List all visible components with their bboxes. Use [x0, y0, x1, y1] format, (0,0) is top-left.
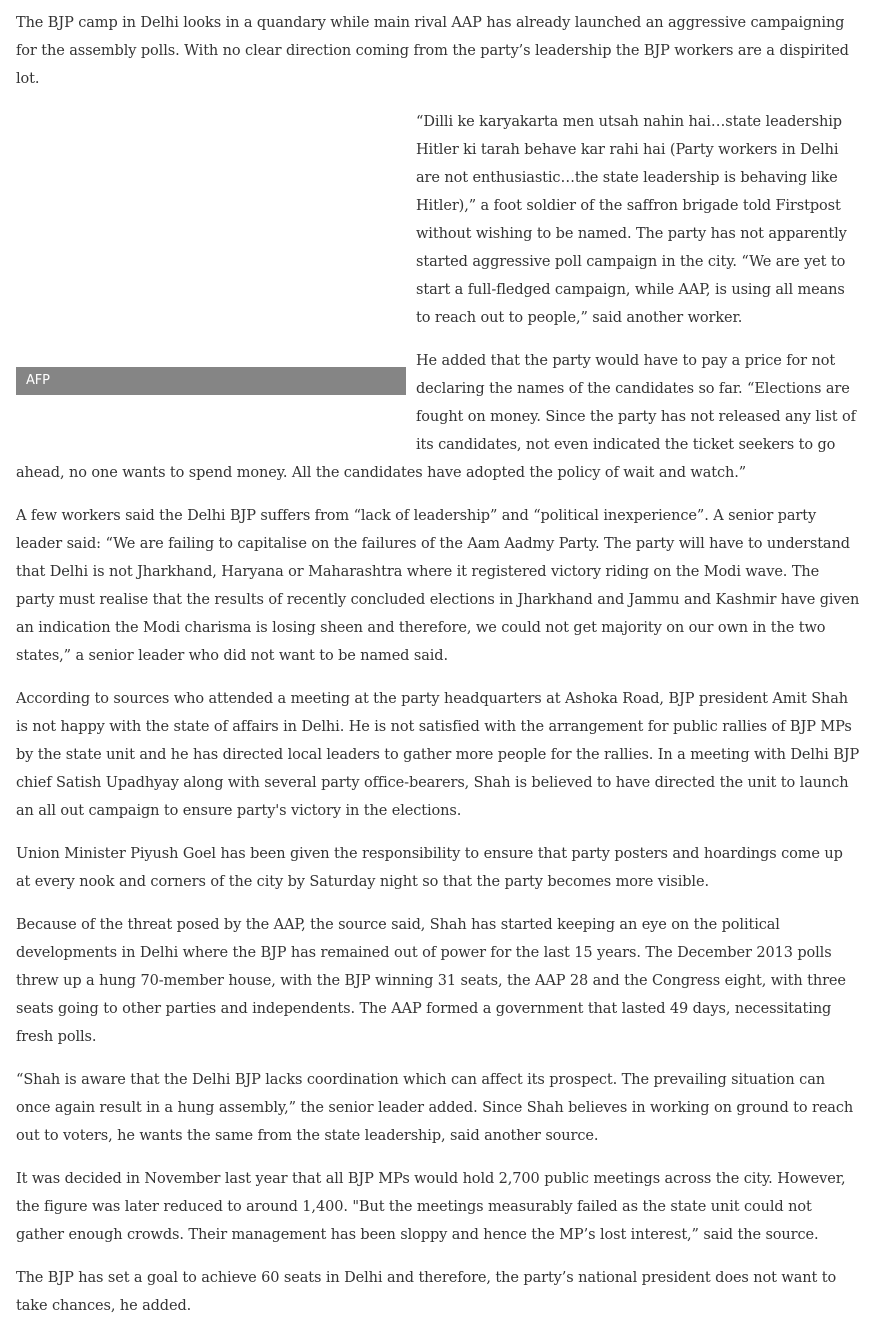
body-paragraphs [16, 502, 861, 1320]
quote-paragraph: “Dilli ke karyakarta men utsah nahin hai…state leadership Hitler ki tarah behave kar rahi hai (Party workers in Delhi are not enthusiastic…the state leadership is behaving like Hitler),” a foot soldier of the saffron brigade told Firstpost without wishing to be named. The party has not apparently started aggressive poll campaign in the city. “We are yet to start a full-fledged campaign, while AAP, is using all means to reach out to people,” said another worker. [416, 114, 847, 326]
intro-paragraph: The BJP camp in Delhi looks in a quandary while main rival AAP has already launched an aggressive campaigning for the assembly polls. With no clear direction coming from the party’s leadership the BJP workers are a dispirited lot. [16, 15, 849, 87]
paragraph-seat-goal: The BJP has set a goal to achieve 60 seats in Delhi and therefore, the party’s national president does not want to take chances, he added. [16, 1270, 837, 1314]
article-image [16, 117, 406, 435]
paragraph-coordination: “Shah is aware that the Delhi BJP lacks coordination which can affect its prospect. The prevailing situation can once again result in a hung assembly,” the senior leader added. Since Shah believes in working on ground to reach out to voters, he wants the same from the state leadership, said another source. [16, 1072, 854, 1144]
paragraph-amit-shah: According to sources who attended a meeting at the party headquarters at Ashoka Road, BJP president Amit Shah is not happy with the state of affairs in Delhi. He is not satisfied with the arrangement for public rallies of BJP MPs by the state unit and he has directed local leaders to gather more people for the rallies. In a meeting with Delhi BJP chief Satish Upadhyay along with several party office-bearers, Shah is believed to have directed the unit to launch an all out campaign to ensure party's victory in the elections. [16, 691, 860, 819]
article-body [16, 9, 861, 1335]
paragraph-leadership: A few workers said the Delhi BJP suffers from “lack of leadership” and “political inexperience”. A senior party leader said: “We are failing to capitalise on the failures of the Aam Aadmy Party. The party will have to understand that Delhi is not Jharkhand, Haryana or Maharashtra where it registered victory riding on the Modi wave. The party must realise that the results of recently concluded elections in Jharkhand and Jammu and Kashmir have given an indication the Modi charisma is losing sheen and therefore, we could not get majority on our own in the two states,” a senior leader who did not want to be named said. [16, 508, 860, 664]
image-caption: AFP [16, 367, 406, 395]
paragraph-aap-threat: Because of the threat posed by the AAP, the source said, Shah has started keeping an eye on the political developments in Delhi where the BJP has remained out of power for the last 15 years. The December 2013 polls threw up a hung 70-member house, with the BJP winning 31 seats, the AAP 28 and the Congress eight, with three seats going to other parties and independents. The AAP formed a government that lasted 49 days, necessitating fresh polls. [16, 917, 846, 1045]
paragraph-public-meetings: It was decided in November last year that all BJP MPs would hold 2,700 public meetings across the city. However, the figure was later reduced to around 1,400. "But the meetings measurably failed as the state unit could not gather enough crowds. Their management has been sloppy and hence the MP’s lost interest,” said the source. [16, 1171, 846, 1243]
price-paragraph: He added that the party would have to pay a price for not declaring the names of the candidates so far. “Elections are fought on money. Since the party has not released any list of its candidates, not even indicated the ticket seekers to go ahead, no one wants to spend money. All the candidates have adopted the policy of wait and watch.” [16, 353, 856, 481]
paragraph-piyush-goel: Union Minister Piyush Goel has been given the responsibility to ensure that party posters and hoardings come up at every nook and corners of the city by Saturday night so that the party becomes more visible. [16, 846, 843, 890]
